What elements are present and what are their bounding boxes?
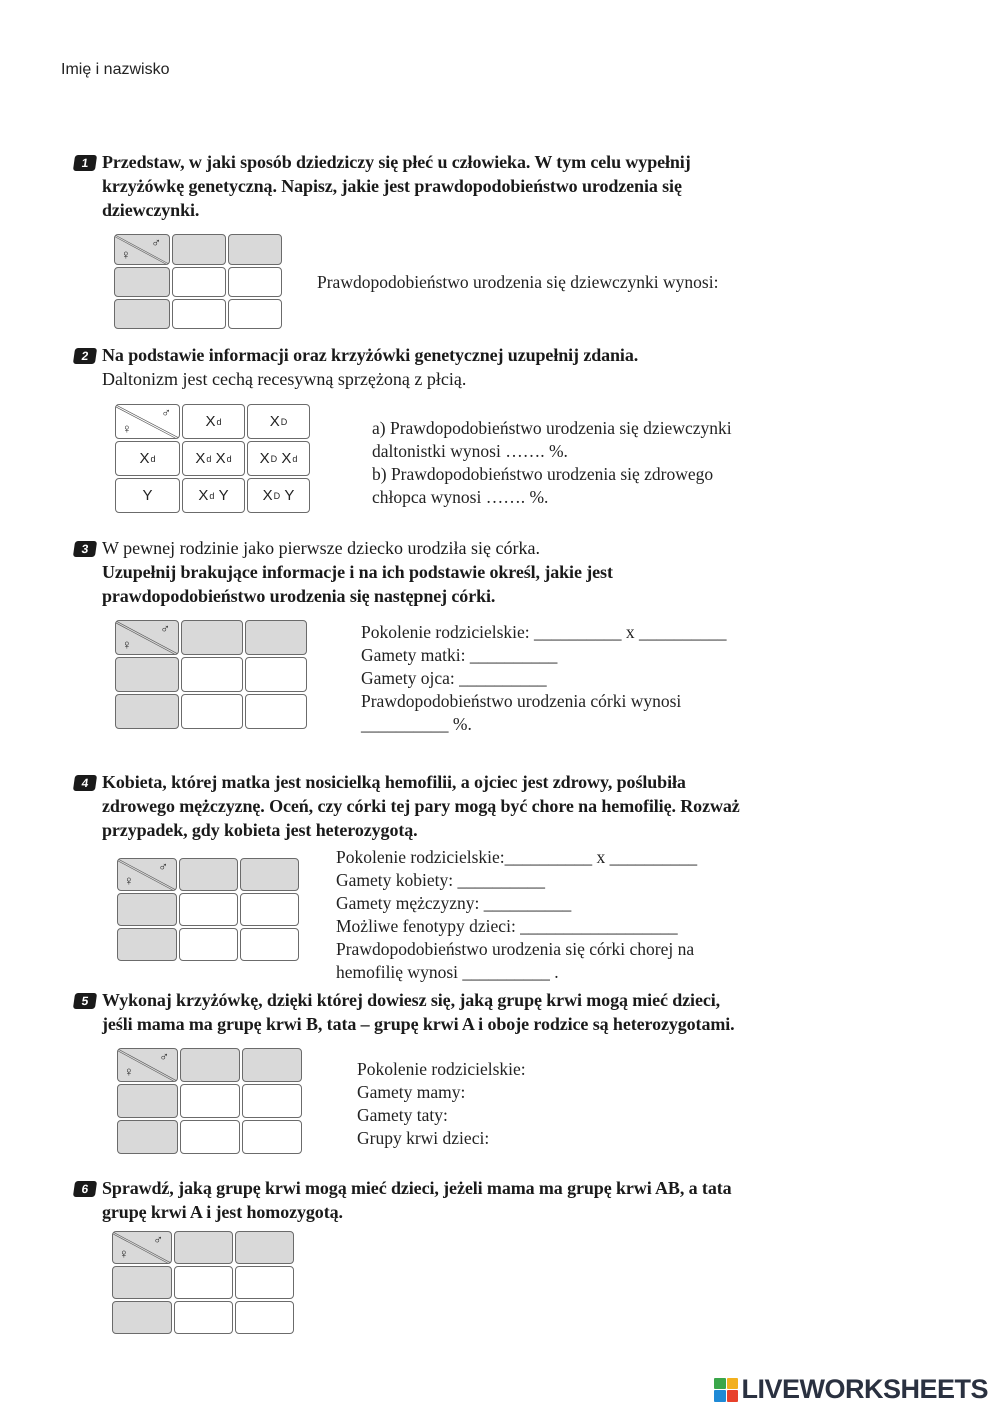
- female-symbol: ♀: [122, 637, 132, 652]
- punnett-corner-cell: [115, 404, 180, 439]
- punnett-grid-2: [115, 404, 310, 513]
- female-gamete-cell[interactable]: [115, 694, 179, 729]
- offspring-cell[interactable]: [179, 928, 238, 961]
- male-gamete-cell: X D: [247, 404, 310, 439]
- offspring-cell[interactable]: [242, 1084, 302, 1118]
- female-symbol: ♀: [124, 873, 134, 888]
- male-gamete-cell[interactable]: [174, 1231, 233, 1264]
- task-number: 4: [73, 775, 97, 791]
- male-symbol: ♂: [159, 1049, 169, 1064]
- male-gamete-cell[interactable]: [228, 234, 282, 265]
- female-gamete-cell[interactable]: [115, 657, 179, 692]
- offspring-cell[interactable]: [180, 1120, 240, 1154]
- female-gamete-cell: Y: [115, 478, 180, 513]
- offspring-genotype-cell: X D X d: [247, 441, 310, 476]
- task-1-answer: Prawdopodobieństwo urodzenia się dziewczynki wynosi:: [317, 272, 719, 292]
- male-gamete-cell[interactable]: [242, 1048, 302, 1082]
- male-symbol: ♂: [160, 621, 170, 636]
- offspring-genotype-cell: X D Y: [247, 478, 310, 513]
- female-gamete-cell[interactable]: [117, 893, 177, 926]
- offspring-cell[interactable]: [228, 267, 282, 297]
- task-2-title: 2 Na podstawie informacji oraz krzyżówki genetycznej uzupełnij zdania. Daltonizm jest cechą recesywną sprzężoną z płcią.: [74, 343, 774, 391]
- task-4-answers: Pokolenie rodzicielskie:__________ x __________ Gamety kobiety: __________ Gamety mężczyzny: __________ Możliwe fenotypy dzieci: __________________ Prawdopodobieństwo urodzenia się córki chorej na hemofilię wynosi __________ .: [336, 847, 698, 982]
- punnett-corner-cell: [117, 1048, 178, 1082]
- punnett-grid-5: [117, 1048, 302, 1154]
- offspring-cell[interactable]: [181, 694, 243, 729]
- task-6-title: 6 Sprawdź, jaką grupę krwi mogą mieć dzieci, jeżeli mama ma grupę krwi AB, a tata grupę krwi A i jest homozygotą.: [74, 1176, 814, 1224]
- male-gamete-cell[interactable]: [235, 1231, 294, 1264]
- offspring-cell[interactable]: [235, 1301, 294, 1334]
- male-symbol: ♂: [151, 235, 161, 250]
- offspring-cell[interactable]: [172, 299, 226, 329]
- male-symbol: ♂: [153, 1232, 163, 1247]
- punnett-corner-cell: [112, 1231, 172, 1264]
- offspring-cell[interactable]: [181, 657, 243, 692]
- task-4-title: 4 Kobieta, której matka jest nosicielką hemofilii, a ojciec jest zdrowy, poślubiła zdrowego mężczyznę. Oceń, czy córki tej pary mogą być chore na hemofilię. Rozważ przypadek, gdy kobieta jest heterozygotą.: [74, 770, 814, 842]
- task-number: 3: [73, 541, 97, 557]
- male-gamete-cell[interactable]: [245, 620, 307, 655]
- male-gamete-cell[interactable]: [179, 858, 238, 891]
- offspring-cell[interactable]: [228, 299, 282, 329]
- male-symbol: ♂: [161, 405, 171, 420]
- female-gamete-cell[interactable]: [117, 1120, 178, 1154]
- female-symbol: ♀: [119, 1246, 129, 1261]
- male-symbol: ♂: [158, 859, 168, 874]
- task-5-title: 5 Wykonaj krzyżówkę, dzięki której dowiesz się, jaką grupę krwi mogą mieć dzieci, jeśli mama ma grupę krwi B, tata – grupę krwi A i oboje rodzice są heterozygotami.: [74, 988, 814, 1036]
- offspring-cell[interactable]: [180, 1084, 240, 1118]
- offspring-cell[interactable]: [172, 267, 226, 297]
- male-gamete-cell[interactable]: [172, 234, 226, 265]
- offspring-genotype-cell: X d X d: [182, 441, 245, 476]
- offspring-cell[interactable]: [245, 694, 307, 729]
- offspring-genotype-cell: X d Y: [182, 478, 245, 513]
- offspring-cell[interactable]: [174, 1266, 233, 1299]
- female-gamete-cell[interactable]: [114, 267, 170, 297]
- offspring-cell[interactable]: [245, 657, 307, 692]
- female-gamete-cell[interactable]: [112, 1301, 172, 1334]
- punnett-grid-6: [112, 1231, 294, 1334]
- task-number: 5: [73, 993, 97, 1009]
- male-gamete-cell[interactable]: [181, 620, 243, 655]
- task-5-answers: Pokolenie rodzicielskie: Gamety mamy: Gamety taty: Grupy krwi dzieci:: [357, 1059, 526, 1148]
- logo-icon: [714, 1378, 738, 1402]
- liveworksheets-logo: LIVEWORKSHEETS: [714, 1374, 988, 1405]
- task-1-title: 1 Przedstaw, w jaki sposób dziedziczy się płeć u człowieka. W tym celu wypełnij krzyżówkę genetyczną. Napisz, jakie jest prawdopodobieństwo urodzenia się dziewczynki.: [74, 150, 774, 222]
- punnett-corner-cell: [115, 620, 179, 655]
- male-gamete-cell: X d: [182, 404, 245, 439]
- offspring-cell[interactable]: [179, 893, 238, 926]
- punnett-grid-4: [117, 858, 299, 961]
- female-gamete-cell[interactable]: [117, 1084, 178, 1118]
- offspring-cell[interactable]: [174, 1301, 233, 1334]
- offspring-cell[interactable]: [240, 893, 299, 926]
- punnett-grid-3: [115, 620, 307, 729]
- punnett-corner-cell: [114, 234, 170, 265]
- female-symbol: ♀: [121, 247, 131, 262]
- female-gamete-cell: X d: [115, 441, 180, 476]
- male-gamete-cell[interactable]: [180, 1048, 240, 1082]
- task-3-title: 3 W pewnej rodzinie jako pierwsze dziecko urodziła się córka. Uzupełnij brakujące informacje i na ich podstawie określ, jakie jest prawdopodobieństwo urodzenia się następnej córki.: [74, 536, 774, 608]
- female-gamete-cell[interactable]: [114, 299, 170, 329]
- offspring-cell[interactable]: [235, 1266, 294, 1299]
- female-symbol: ♀: [122, 421, 132, 436]
- task-2-answers: a) Prawdopodobieństwo urodzenia się dziewczynki daltonistki wynosi ……. %. b) Prawdopodobieństwo urodzenia się zdrowego chłopca wynosi ……. %.: [372, 418, 732, 507]
- female-symbol: ♀: [124, 1064, 134, 1079]
- female-gamete-cell[interactable]: [117, 928, 177, 961]
- task-number: 2: [73, 348, 97, 364]
- offspring-cell[interactable]: [242, 1120, 302, 1154]
- punnett-corner-cell: [117, 858, 177, 891]
- offspring-cell[interactable]: [240, 928, 299, 961]
- task-number: 6: [73, 1181, 97, 1197]
- male-gamete-cell[interactable]: [240, 858, 299, 891]
- task-number: 1: [73, 155, 97, 171]
- name-label: Imię i nazwisko: [61, 61, 170, 78]
- punnett-grid-1: [114, 234, 282, 329]
- female-gamete-cell[interactable]: [112, 1266, 172, 1299]
- task-3-answers: Pokolenie rodzicielskie: __________ x __________ Gamety matki: __________ Gamety ojca: __________ Prawdopodobieństwo urodzenia córki wynosi __________ %.: [361, 622, 727, 734]
